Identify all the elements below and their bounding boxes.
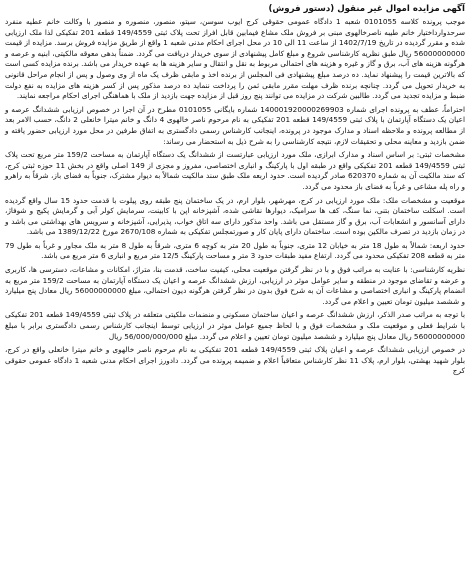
notice-paragraph: نظریه کارشناسی: با عنایت به مراتب فوق و با در نظر گرفتن موقعیت محلی، کیفیت ساخت، قدمت بنا، متراژ، امکانات و مشاعات، دسترسی ها، کاربری و عرضه و تقاضای موجود در منطقه و سایر عوامل موثر در ارزیابی، ارزش ششدانگ عرصه و اعیان یک دستگاه آپارتمان به مساحت 159/2 متر مربع به انضمام پارکینگ و انباری اختصاصی و مشاعات آن به شرح فوق بدون در نظر گرفتن هرگونه دیون احتمالی، مبلغ 56000000000 ریال معادل پنج میلیارد و ششصد میلیون تومان تعیین و اعلام می گردد. [5, 265, 466, 306]
notice-paragraph: با توجه به مراتب صدر الذکر، ارزش ششدانگ عرصه و اعیان ساختمان مسکونی و منضمات ملکیتی متعلقه در پلاک ثبتی 149/4559 قطعه 201 تفکیکی با شرایط فعلی و موقعیت ملک و مشخصات فوق و با لحاظ جمیع عوامل موثر در ارزیابی توسط اینجانب کارشناس رسمی دادگستری برابر با مبلغ 56000000000 ریال معادل پنج میلیارد و ششصد میلیون تومان تعیین و اعلام می گردد. مبلغ 56/000/000/000 ریال [5, 310, 465, 341]
notice-paragraph: حدود اربعه: شمالاً به طول 18 متر به خیابان 12 متری، جنوباً به طول 20 متر به کوچه 6 متری، شرقاً به طول 8 متر به ملک مجاور و غرباً به طول 79 متر به قطعه 208 تفکیکی محدود می گردد. ارتفاع مفید طبقات حدود 3 متر و مساحت پارکینگ 12/5 متر مربع و انباری 6 متر مربع می باشد. [5, 240, 465, 261]
notice-paragraph: مشخصات ثبتی: بر اساس اسناد و مدارک ابرازی، ملک مورد ارزیابی عبارتست از ششدانگ یک دستگاه آپارتمان به مساحت 159/2 متر مربع تحت پلاک ثبتی 149/4559 قطعه 201 تفکیکی واقع در طبقه اول با پارکینگ و انباری اختصاصی، مفروز و مجزی از 149 اصلی واقع در بخش 11 حوزه ثبتی کرج، که سند مالکیت آن به شماره 620370 صادر گردیده است. حدود اربعه ملک طبق سند مالکیت شمالاً به دیوار مشترک، جنوباً به فضای باز، شرقاً به راهرو و راه پله مشاعی و غرباً به فضای باز محدود می گردد. [5, 150, 466, 191]
notice-title: آگهی مزایده اموال غیر منقول (دستور فروش) [268, 4, 465, 14]
notice-paragraph: موجب پرونده کلاسه 0101055 شعبه 1 دادگاه عمومی حقوقی کرج ایوب سوسن، سیتو، منصور، منصوره و منصور با وکالت خانم عطیه منفرد سرحدوارداختیار خانم طیبه ناصرخالهوی مبنی بر فروش ملک مشاع فیمابین قابل افراز تحت پلاک ثبتی 149/4559 قطعه 201 تفکیکی لذا ملک ارزیابی شده و مقرر گردیده در تاریخ 1402/7/19 از ساعت 11 الی 10 در محل اجرای احکام مدنی شعبه 1 واقع از طریق مزایده فروش برسد. مزایده از قیمت 56000000000 ریال طبق نظریه کارشناسی شروع و مبلغ کامل پیشنهادی از سوی خریدار دریافت می گردد. ضمناً بدهی معوقه مالکیتی، ابنیه و عرصه و هرگونه هزینه های آب، برق و گاز و غیره و هزینه های احتمالی مربوط به نقل و انتقال و سایر هزینه ها به عهده خریدار می باشد. برنده مزایده کسی است که بالاترین قیمت را پیشنهاد نماید. ده درصد مبلغ پیشنهادی فی المجلس از برنده اخذ و مابقی ظرف یک ماه از وی وصول و پس از انجام مراحل قانونی به خریدار تحویل می گردد. چنانچه برنده ظرف مهلت مقرر مابقی ثمن را پرداخت ننماید ده درصد مذکور پس از کسر هزینه های مزایده به نفع دولت ضبط و مزایده تجدید می گردد. طالبین شرکت در مزایده می توانند پنج روز قبل از مزایده جهت بازدید از ملک با هماهنگی اجرای احکام مراجعه نمایند. [5, 17, 465, 101]
notice-paragraph: در خصوص ارزیابی ششدانگ عرصه و اعیان پلاک ثبتی 149/4559 قطعه 201 تفکیکی به نام مرحوم ناصر خالهوی و خانم میترا خانعلی واقع در کرج، بلوار شهید بهشتی، بلوار ارم، پلاک 11 نظر کارشناس متعاقباً اعلام و ضمیمه پرونده می گردد. دادورز اجرای احکام مدنی شعبه 1 دادگاه عمومی حقوقی کرج [5, 345, 466, 376]
notice-paragraph: احتراماً، عطف به پرونده اجرای شماره 140001920000269903 شماره بایگانی 0101055 مطرح در آن اجرا در خصوص ارزیابی ششدانگ عرصه و اعیان یک دستگاه آپارتمان با پلاک ثبتی 149/4559 قطعه 201 تفکیکی به نام مرحوم ناصر خالهوی 4 دانگ و خانم میترا خانعلی 2 دانگ، حسب الامر بعد از مطالعه پرونده و ملاحظه اسناد و مدارک موجود در پرونده، اینجانب کارشناس رسمی دادگستری به اتفاق طرفین در محل مورد ارزیابی حضور یافته و ضمن بازدید و معاینه محلی و تحقیقات لازم، نتیجه کارشناسی را به شرح ذیل به استحضار می رساند: [5, 104, 465, 146]
notice-paragraph: موقعیت و مشخصات ملک: ملک مورد ارزیابی در کرج، مهرشهر، بلوار ارم، در یک ساختمان پنج طبقه روی پیلوت با قدمت حدود 15 سال واقع گردیده است. اسکلت ساختمان بتنی، نما سنگ، کف ها سرامیک، دیوارها نقاشی شده، آشپزخانه اپن با کابینت، سرمایش کولر آبی و گرمایش پکیج و شوفاژ، دارای آسانسور و انشعابات آب، برق و گاز مستقل می باشد. واحد مذکور دارای سه اتاق خواب، پذیرایی، آشپزخانه و سرویس های بهداشتی می باشد و در زمان بازدید در تصرف مالکین بوده است. ساختمان دارای پایان کار و صورتمجلس تفکیکی به شماره 2670/108 مورخ 1389/12/22 می باشد. [5, 195, 465, 237]
